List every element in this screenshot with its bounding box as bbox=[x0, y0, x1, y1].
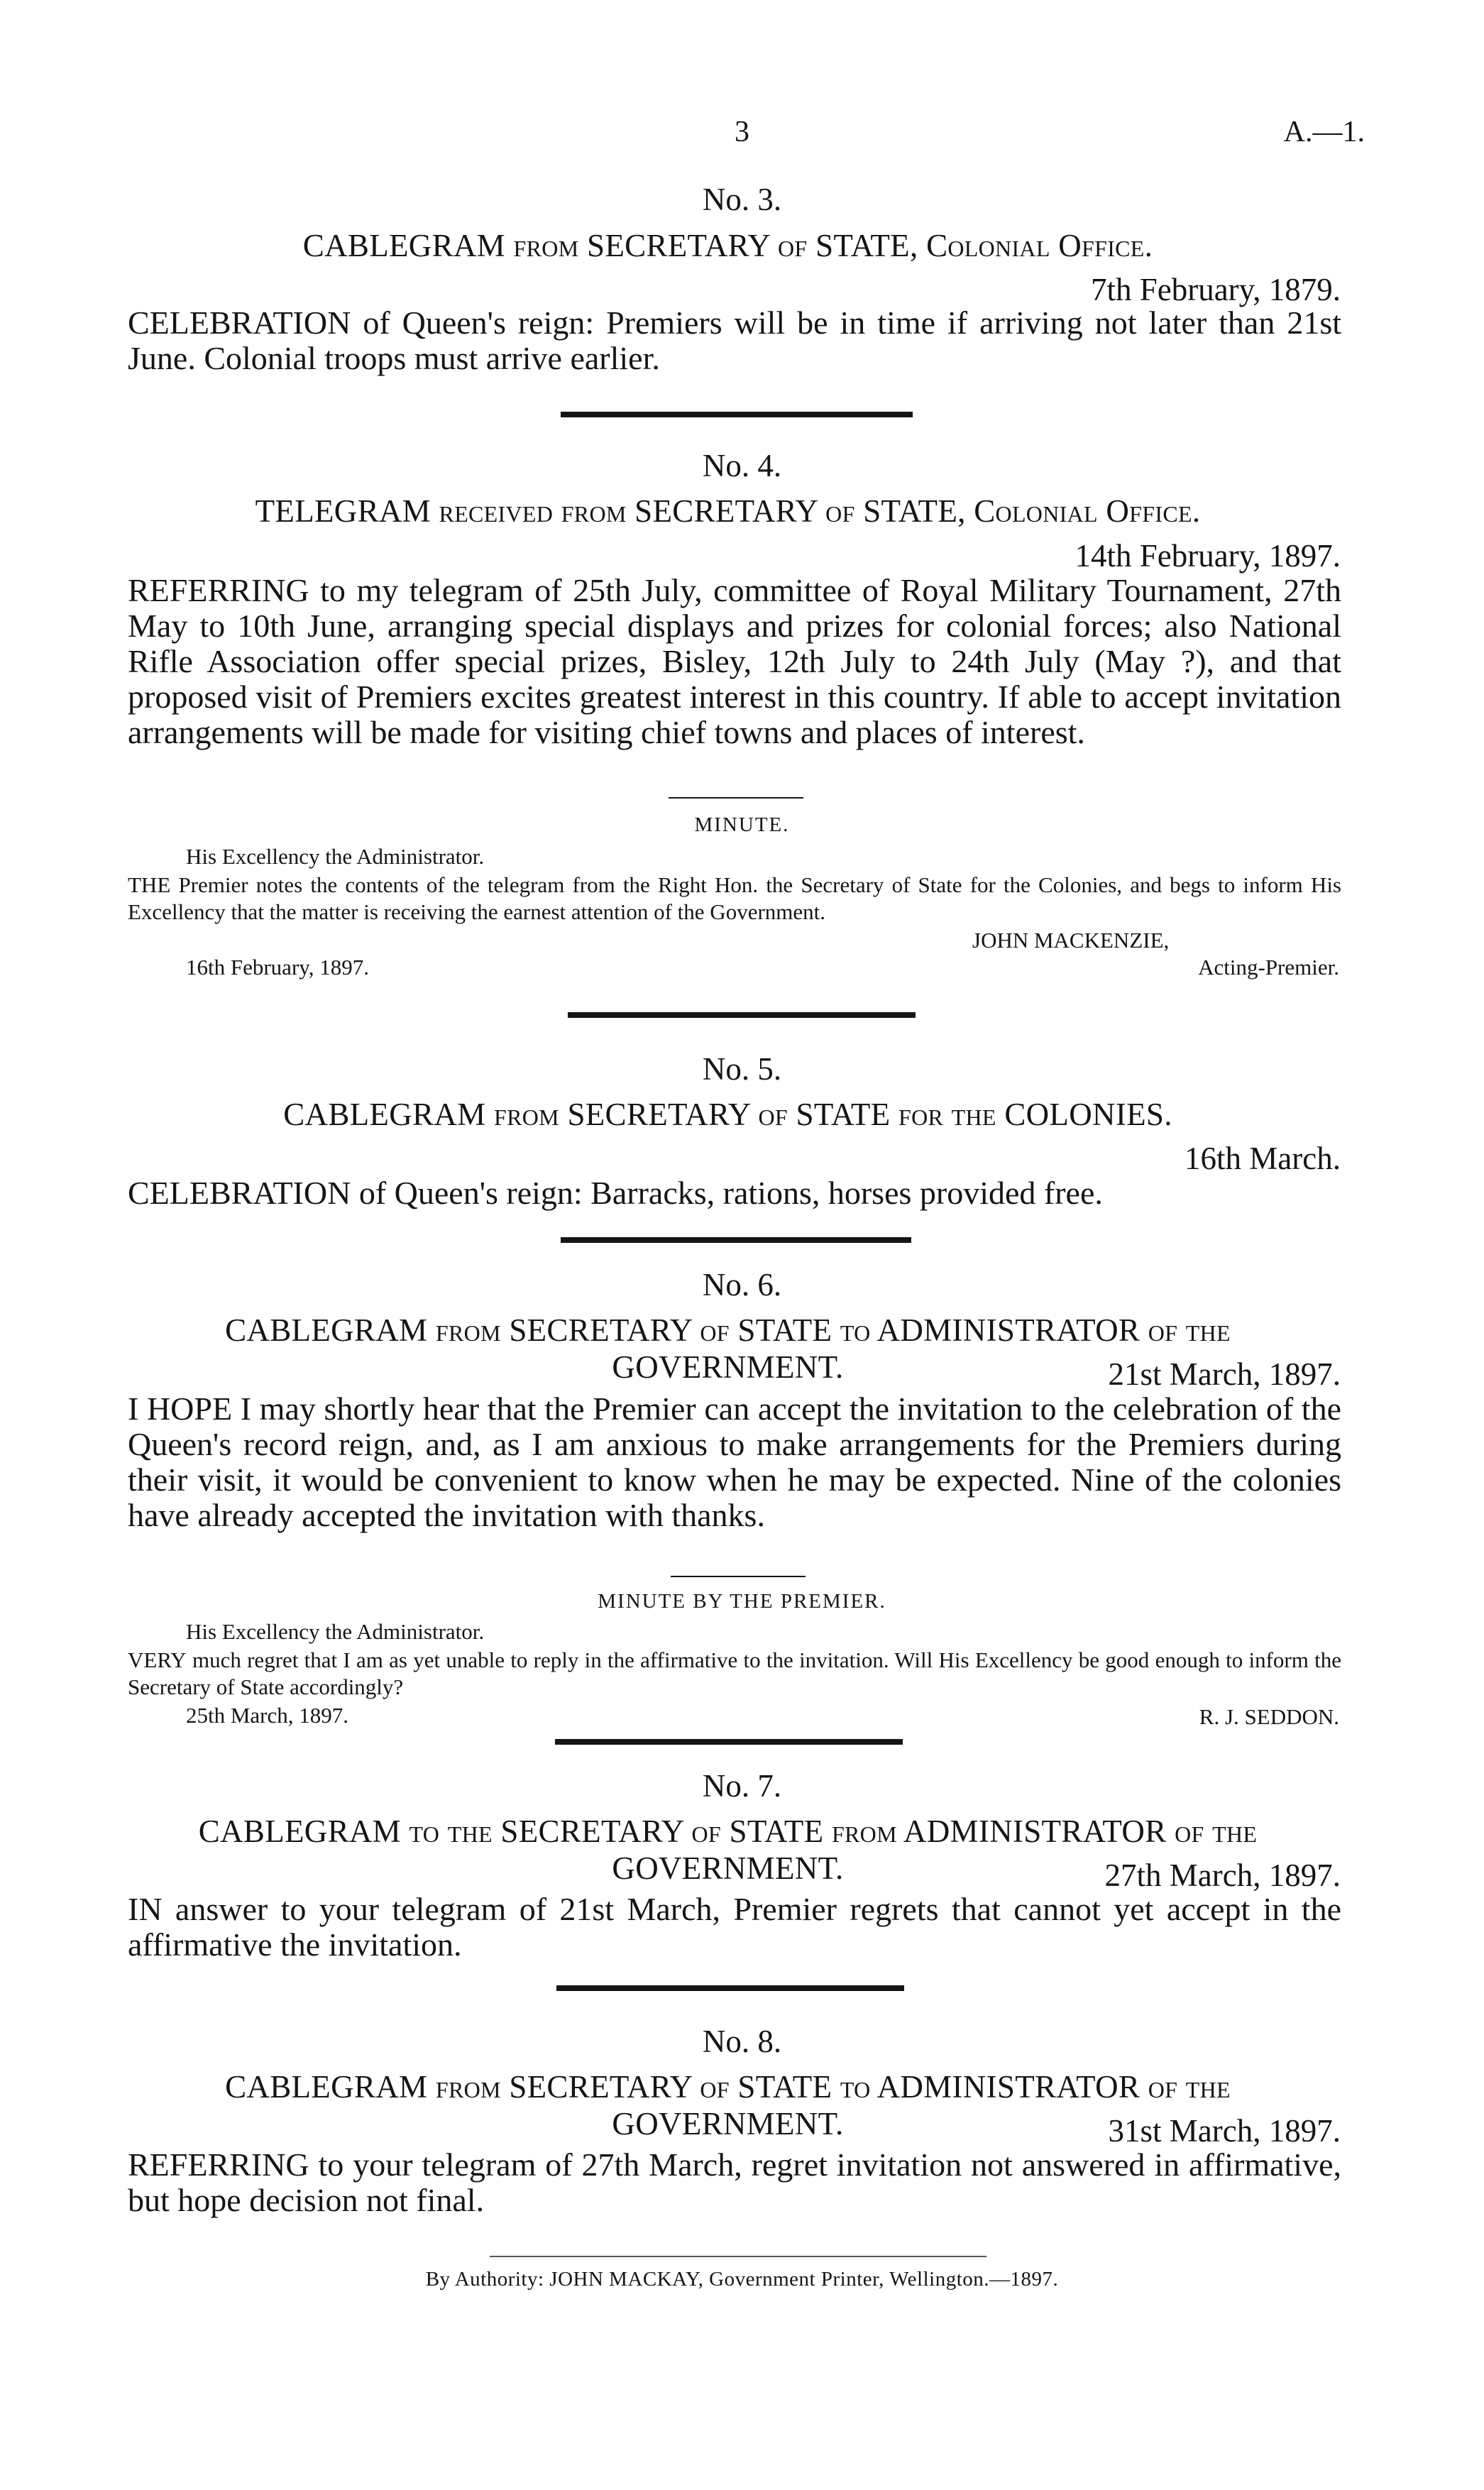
body-text: to my telegram of 25th July, committee of Royal Military Tournament, 27th May to 10th June, arranging special displays and prizes for colonial forces; also National Rifle Association offer special prizes, Bisley, 12th July to 24th July (May ?), and that proposed visit of Premiers excites greatest interest in this country. If able to accept invitation arrangements will be made for visiting chief towns and places of interest. bbox=[128, 572, 1342, 750]
section-number: No. 4. bbox=[702, 448, 782, 483]
document-reference: A.—1. bbox=[1283, 116, 1365, 148]
section-body bbox=[128, 1391, 1341, 1533]
minute-lead: THE bbox=[128, 872, 171, 897]
section-body bbox=[128, 2147, 1341, 2218]
section-title: TELEGRAM received from SECRETARY of STATE, Colonial Office. bbox=[255, 493, 1201, 529]
minute-body: much regret that I am as yet unable to reply in the affirmative to the invitation. Will His Excellency be good enough to inform the Secretary of State accordingly? bbox=[128, 1647, 1341, 1699]
section-title: CABLEGRAM to the SECRETARY of STATE from ADMINISTRATOR of the GOVERNMENT. bbox=[198, 1814, 1258, 1886]
minute-signature-title: Acting-Premier. bbox=[1198, 955, 1339, 980]
minute-signature: R. J. SEDDON. bbox=[1199, 1704, 1339, 1729]
section-date: 27th March, 1897. bbox=[1104, 1858, 1341, 1893]
minute-date: 16th February, 1897. bbox=[186, 955, 370, 980]
section-date: 21st March, 1897. bbox=[1108, 1356, 1341, 1392]
minute-date: 25th March, 1897. bbox=[186, 1703, 349, 1728]
section-title: CABLEGRAM from SECRETARY of STATE to ADMINISTRATOR of the GOVERNMENT. bbox=[225, 2069, 1231, 2141]
minute-divider bbox=[669, 797, 803, 799]
section-number: No. 8. bbox=[702, 2024, 782, 2059]
minute-text bbox=[128, 872, 1341, 926]
minute-lead: VERY bbox=[128, 1647, 187, 1672]
section-title: CABLEGRAM from SECRETARY of STATE to ADMINISTRATOR of the GOVERNMENT. bbox=[225, 1312, 1231, 1385]
minute-text bbox=[128, 1647, 1341, 1701]
minute-signature: JOHN MACKENZIE, bbox=[972, 928, 1170, 953]
body-lead: REFERRING bbox=[128, 572, 309, 608]
section-title: CABLEGRAM from SECRETARY of STATE, Colonial Office. bbox=[302, 228, 1153, 263]
section-body bbox=[128, 305, 1341, 376]
section-divider bbox=[556, 1985, 904, 1991]
section-divider bbox=[561, 412, 913, 417]
footer-rule bbox=[490, 2256, 986, 2257]
section-number: No. 6. bbox=[702, 1267, 782, 1302]
body-lead: IN bbox=[128, 1891, 163, 1927]
section-body bbox=[128, 1175, 1341, 1211]
section-title: CABLEGRAM from SECRETARY of STATE for the COLONIES. bbox=[283, 1097, 1172, 1132]
section-date: 14th February, 1897. bbox=[1074, 538, 1341, 574]
section-date: 31st March, 1897. bbox=[1108, 2113, 1341, 2149]
body-text: answer to your telegram of 21st March, Premier regrets that cannot yet accept in the affirmative the invitation. bbox=[128, 1891, 1341, 1963]
body-lead: REFERRING bbox=[128, 2146, 309, 2183]
body-lead: CELEBRATION bbox=[128, 1175, 351, 1211]
minute-address: His Excellency the Administrator. bbox=[186, 844, 485, 869]
body-lead: I HOPE bbox=[128, 1391, 233, 1427]
section-body bbox=[128, 573, 1341, 750]
body-text: I may shortly hear that the Premier can accept the invitation to the celebration of the Queen's record reign, and, as I am anxious to make arrangements for the Premiers during their visit, it would be convenient to know when he may be expected. Nine of the colonies have already accepted the invitation with thanks. bbox=[128, 1391, 1342, 1533]
body-text: to your telegram of 27th March, regret invitation not answered in affirmative, but hope decision not final. bbox=[128, 2146, 1342, 2218]
section-number: No. 3. bbox=[702, 182, 782, 217]
minute-address: His Excellency the Administrator. bbox=[186, 1619, 485, 1644]
minute-title: MINUTE BY THE PREMIER. bbox=[598, 1590, 886, 1613]
body-text: of Queen's reign: Premiers will be in time if arriving not later than 21st June. Colonial troops must arrive earlier. bbox=[128, 305, 1341, 376]
section-number: No. 5. bbox=[702, 1051, 782, 1087]
page-number: 3 bbox=[735, 116, 749, 148]
section-date: 16th March. bbox=[1185, 1141, 1341, 1176]
section-divider bbox=[561, 1237, 911, 1243]
minute-body: Premier notes the contents of the telegram from the Right Hon. the Secretary of State for the Colonies, and begs to inform His Excellency that the matter is receiving the earnest attention of the Government. bbox=[128, 872, 1341, 924]
footer-imprint: By Authority: JOHN MACKAY, Government Printer, Wellington.—1897. bbox=[425, 2268, 1059, 2291]
section-divider bbox=[555, 1739, 903, 1745]
section-body bbox=[128, 1892, 1341, 1963]
section-date: 7th February, 1879. bbox=[1090, 272, 1341, 307]
section-number: No. 7. bbox=[702, 1768, 782, 1804]
minute-title: MINUTE. bbox=[694, 813, 790, 836]
section-divider bbox=[568, 1012, 916, 1018]
body-lead: CELEBRATION bbox=[128, 305, 351, 341]
minute-divider bbox=[671, 1576, 806, 1577]
body-text: of Queen's reign: Barracks, rations, horses provided free. bbox=[358, 1175, 1103, 1211]
